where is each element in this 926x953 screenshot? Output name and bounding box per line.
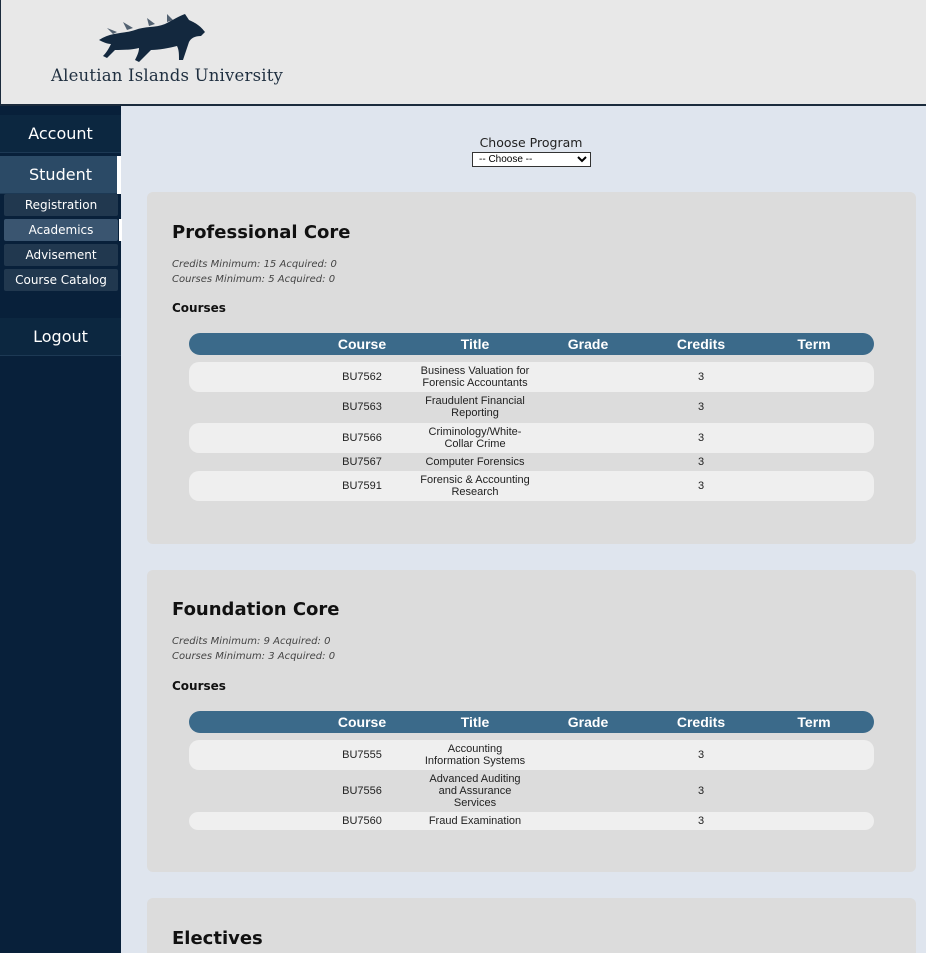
course-title-line: Services — [453, 797, 497, 809]
course-title-line: Computer Forensics — [425, 456, 525, 468]
courses-heading: Courses — [172, 679, 226, 693]
course-title-line: Research — [451, 486, 499, 498]
course-title-line: Reporting — [451, 407, 499, 419]
course-title-line: and Assurance — [438, 785, 512, 797]
nav-logout[interactable]: Logout — [0, 318, 121, 356]
header-course[interactable]: Course — [337, 336, 387, 352]
course-code: BU7562 — [342, 371, 382, 383]
courses-requirement: Courses Minimum: 5 Acquired: 0 — [172, 274, 336, 285]
sidebar — [0, 106, 121, 953]
table-row[interactable] — [189, 471, 874, 501]
university-name: Aleutian Islands University — [51, 66, 284, 85]
course-credits: 3 — [697, 815, 705, 827]
header-term[interactable]: Term — [797, 336, 831, 352]
choose-program-label: Choose Program — [479, 135, 583, 150]
nav-course-catalog[interactable]: Course Catalog — [4, 269, 118, 291]
course-code: BU7563 — [342, 401, 382, 413]
course-credits: 3 — [697, 401, 705, 413]
course-credits: 3 — [697, 749, 705, 761]
section-foundation-core — [147, 570, 916, 872]
table-row[interactable] — [189, 362, 874, 392]
header-term[interactable]: Term — [797, 714, 831, 730]
course-title — [415, 456, 535, 468]
header-credits[interactable]: Credits — [676, 714, 726, 730]
courses-table-header — [189, 333, 874, 355]
program-select[interactable] — [472, 152, 591, 167]
wolf-logo-icon — [93, 10, 213, 70]
course-title-line: Business Valuation for — [420, 365, 530, 377]
course-code: BU7566 — [342, 432, 382, 444]
course-title — [415, 426, 535, 450]
course-title-line: Advanced Auditing — [429, 773, 521, 785]
section-title: Electives — [172, 928, 263, 949]
course-code: BU7591 — [342, 480, 382, 492]
course-title-line: Forensic Accountants — [422, 377, 528, 389]
course-code: BU7555 — [342, 749, 382, 761]
table-row[interactable] — [189, 770, 874, 812]
course-title — [415, 743, 535, 767]
course-title — [415, 395, 535, 419]
header-grade[interactable]: Grade — [567, 714, 609, 730]
course-title — [415, 773, 535, 809]
course-credits: 3 — [697, 432, 705, 444]
courses-table-header — [189, 711, 874, 733]
course-title-line: Accounting — [447, 743, 503, 755]
nav-account[interactable]: Account — [0, 115, 121, 153]
course-code: BU7560 — [342, 815, 382, 827]
course-code: BU7556 — [342, 785, 382, 797]
table-row[interactable] — [189, 740, 874, 770]
site-header — [0, 0, 926, 106]
credits-requirement: Credits Minimum: 9 Acquired: 0 — [172, 636, 331, 647]
courses-heading: Courses — [172, 301, 226, 315]
header-course[interactable]: Course — [337, 714, 387, 730]
section-electives — [147, 898, 916, 953]
course-code: BU7567 — [342, 456, 382, 468]
nav-student[interactable]: Student — [0, 156, 121, 194]
course-title-line: Forensic & Accounting — [420, 474, 530, 486]
course-credits: 3 — [697, 480, 705, 492]
table-row[interactable] — [189, 423, 874, 453]
nav-registration[interactable]: Registration — [4, 194, 118, 216]
header-credits[interactable]: Credits — [676, 336, 726, 352]
section-title: Foundation Core — [172, 599, 340, 620]
course-credits: 3 — [697, 785, 705, 797]
course-credits: 3 — [697, 371, 705, 383]
course-title — [415, 815, 535, 827]
courses-requirement: Courses Minimum: 3 Acquired: 0 — [172, 651, 336, 662]
course-credits: 3 — [697, 456, 705, 468]
table-row[interactable] — [189, 453, 874, 470]
course-title-line: Criminology/White- — [428, 426, 522, 438]
course-title-line: Collar Crime — [444, 438, 506, 450]
section-professional-core — [147, 192, 916, 544]
course-title — [415, 474, 535, 498]
nav-advisement[interactable]: Advisement — [4, 244, 118, 266]
nav-academics[interactable]: Academics — [4, 219, 118, 241]
section-title: Professional Core — [172, 222, 351, 243]
table-row[interactable] — [189, 812, 874, 830]
header-title[interactable]: Title — [460, 714, 490, 730]
course-title-line: Fraud Examination — [428, 815, 522, 827]
credits-requirement: Credits Minimum: 15 Acquired: 0 — [172, 259, 337, 270]
header-title[interactable]: Title — [460, 336, 490, 352]
table-row[interactable] — [189, 392, 874, 422]
header-grade[interactable]: Grade — [567, 336, 609, 352]
course-title-line: Fraudulent Financial — [425, 395, 525, 407]
course-title-line: Information Systems — [424, 755, 526, 767]
course-title — [415, 365, 535, 389]
